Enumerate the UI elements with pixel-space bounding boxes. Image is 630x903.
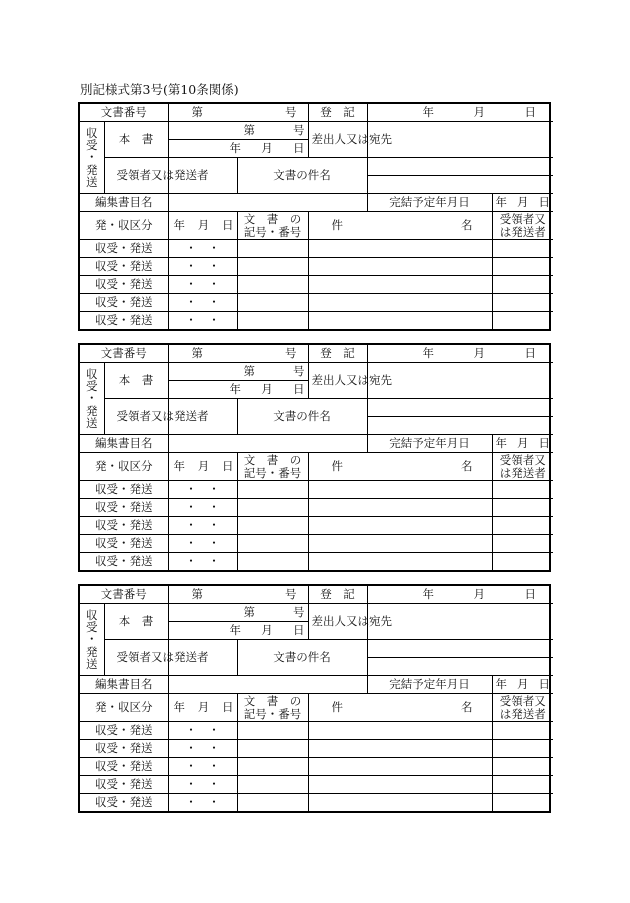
row-classification: 収受・発送 xyxy=(80,517,168,535)
label-sender-or-addressee: 差出人又は宛先 xyxy=(308,604,367,640)
row-subject[interactable] xyxy=(308,776,492,794)
row-date[interactable]: ・ ・ xyxy=(168,758,237,776)
row-subject[interactable] xyxy=(308,240,492,258)
document-number-field[interactable]: 第 号 xyxy=(168,345,308,363)
row-classification: 収受・発送 xyxy=(80,794,168,812)
row-symbol-number[interactable] xyxy=(237,740,308,758)
table-row xyxy=(80,240,553,258)
row-symbol-number[interactable] xyxy=(237,276,308,294)
row-subject[interactable] xyxy=(308,794,492,812)
table-row xyxy=(80,776,553,794)
row-subject[interactable] xyxy=(308,740,492,758)
table-row xyxy=(80,499,553,517)
row-subject[interactable] xyxy=(308,535,492,553)
header-classification: 発・収区分 xyxy=(80,212,168,240)
table-row xyxy=(80,553,553,571)
table-row xyxy=(80,758,553,776)
row-recipient[interactable] xyxy=(492,294,553,312)
header-subject: 件 名 xyxy=(308,212,492,240)
label-original-document: 本 書 xyxy=(104,122,168,158)
header-classification: 発・収区分 xyxy=(80,453,168,481)
label-document-subject: 文書の件名 xyxy=(237,399,367,435)
row-subject[interactable] xyxy=(308,553,492,571)
label-sender-or-addressee: 差出人又は宛先 xyxy=(308,122,367,158)
row-date[interactable]: ・ ・ xyxy=(168,776,237,794)
row-symbol-number[interactable] xyxy=(237,722,308,740)
sender-or-addressee-field[interactable] xyxy=(367,363,553,399)
row-recipient[interactable] xyxy=(492,240,553,258)
label-sender-or-addressee: 差出人又は宛先 xyxy=(308,363,367,399)
table-row xyxy=(80,535,553,553)
row-date[interactable]: ・ ・ xyxy=(168,240,237,258)
label-recipient-or-sender: 受領者又は発送者 xyxy=(104,399,168,435)
label-original-document: 本 書 xyxy=(104,363,168,399)
row-symbol-number[interactable] xyxy=(237,294,308,312)
document-subject-field-2[interactable] xyxy=(367,176,553,194)
header-subject: 件 名 xyxy=(308,453,492,481)
table-row xyxy=(80,276,553,294)
row-recipient[interactable] xyxy=(492,794,553,812)
original-number-field[interactable]: 第 号 xyxy=(168,363,308,381)
document-register-form xyxy=(78,102,551,331)
row-classification: 収受・発送 xyxy=(80,312,168,330)
row-symbol-number[interactable] xyxy=(237,499,308,517)
row-recipient[interactable] xyxy=(492,553,553,571)
document-number-field[interactable]: 第 号 xyxy=(168,586,308,604)
label-registration: 登 記 xyxy=(308,104,367,122)
header-recipient-or-sender: 受領者又 は発送者 xyxy=(492,212,553,240)
row-date[interactable]: ・ ・ xyxy=(168,794,237,812)
label-original-document: 本 書 xyxy=(104,604,168,640)
header-recipient-or-sender: 受領者又 は発送者 xyxy=(492,453,553,481)
label-document-number: 文書番号 xyxy=(80,586,168,604)
label-receive-send: 収 受 ・ 発 送 xyxy=(80,122,104,194)
label-compilation-title: 編集書目名 xyxy=(80,194,168,212)
sender-or-addressee-field[interactable] xyxy=(367,122,553,158)
table-row xyxy=(80,722,553,740)
registration-date-field[interactable]: 年 月 日 xyxy=(367,586,553,604)
label-registration: 登 記 xyxy=(308,345,367,363)
row-classification: 収受・発送 xyxy=(80,553,168,571)
row-date[interactable]: ・ ・ xyxy=(168,312,237,330)
row-symbol-number[interactable] xyxy=(237,258,308,276)
original-number-field[interactable]: 第 号 xyxy=(168,604,308,622)
table-row xyxy=(80,740,553,758)
sender-or-addressee-field[interactable] xyxy=(367,604,553,640)
row-recipient[interactable] xyxy=(492,758,553,776)
label-registration: 登 記 xyxy=(308,586,367,604)
table-row xyxy=(80,258,553,276)
document-subject-field[interactable] xyxy=(367,399,553,417)
compilation-title-field[interactable] xyxy=(168,435,367,453)
table-row xyxy=(80,481,553,499)
row-classification: 収受・発送 xyxy=(80,240,168,258)
row-symbol-number[interactable] xyxy=(237,312,308,330)
original-date-field[interactable]: 年 月 日 xyxy=(168,381,308,399)
table-row xyxy=(80,794,553,812)
row-date[interactable]: ・ ・ xyxy=(168,276,237,294)
label-compilation-title: 編集書目名 xyxy=(80,435,168,453)
row-symbol-number[interactable] xyxy=(237,240,308,258)
row-classification: 収受・発送 xyxy=(80,758,168,776)
document-subject-field-2[interactable] xyxy=(367,658,553,676)
header-date: 年 月 日 xyxy=(168,453,237,481)
row-classification: 収受・発送 xyxy=(80,776,168,794)
planned-completion-date-field[interactable]: 年 月 日 xyxy=(492,435,553,453)
row-subject[interactable] xyxy=(308,294,492,312)
label-document-subject: 文書の件名 xyxy=(237,640,367,676)
label-document-number: 文書番号 xyxy=(80,345,168,363)
label-receive-send: 収 受 ・ 発 送 xyxy=(80,363,104,435)
row-recipient[interactable] xyxy=(492,517,553,535)
row-subject[interactable] xyxy=(308,276,492,294)
header-date: 年 月 日 xyxy=(168,694,237,722)
original-number-field[interactable]: 第 号 xyxy=(168,122,308,140)
row-date[interactable]: ・ ・ xyxy=(168,722,237,740)
row-subject[interactable] xyxy=(308,758,492,776)
header-symbol-number: 文 書 の 記号・番号 xyxy=(237,694,308,722)
row-recipient[interactable] xyxy=(492,481,553,499)
row-classification: 収受・発送 xyxy=(80,499,168,517)
header-date: 年 月 日 xyxy=(168,212,237,240)
row-recipient[interactable] xyxy=(492,740,553,758)
compilation-title-field[interactable] xyxy=(168,676,367,694)
document-subject-field[interactable] xyxy=(367,158,553,176)
row-symbol-number[interactable] xyxy=(237,517,308,535)
row-recipient[interactable] xyxy=(492,276,553,294)
label-compilation-title: 編集書目名 xyxy=(80,676,168,694)
original-date-field[interactable]: 年 月 日 xyxy=(168,622,308,640)
document-subject-field[interactable] xyxy=(367,640,553,658)
row-recipient[interactable] xyxy=(492,258,553,276)
label-recipient-or-sender: 受領者又は発送者 xyxy=(104,158,168,194)
document-number-field[interactable]: 第 号 xyxy=(168,104,308,122)
row-recipient[interactable] xyxy=(492,312,553,330)
row-date[interactable]: ・ ・ xyxy=(168,258,237,276)
label-document-subject: 文書の件名 xyxy=(237,158,367,194)
row-classification: 収受・発送 xyxy=(80,276,168,294)
registration-date-field[interactable]: 年 月 日 xyxy=(367,345,553,363)
label-document-number: 文書番号 xyxy=(80,104,168,122)
row-symbol-number[interactable] xyxy=(237,776,308,794)
page-title: 別記様式第3号(第10条関係) xyxy=(80,82,239,97)
row-date[interactable]: ・ ・ xyxy=(168,499,237,517)
row-symbol-number[interactable] xyxy=(237,553,308,571)
label-recipient-or-sender: 受領者又は発送者 xyxy=(104,640,168,676)
label-planned-completion-date: 完結予定年月日 xyxy=(367,676,492,694)
label-receive-send: 収 受 ・ 発 送 xyxy=(80,604,104,676)
row-classification: 収受・発送 xyxy=(80,258,168,276)
header-classification: 発・収区分 xyxy=(80,694,168,722)
row-symbol-number[interactable] xyxy=(237,535,308,553)
row-recipient[interactable] xyxy=(492,499,553,517)
row-subject[interactable] xyxy=(308,499,492,517)
row-subject[interactable] xyxy=(308,258,492,276)
row-classification: 収受・発送 xyxy=(80,740,168,758)
row-classification: 収受・発送 xyxy=(80,294,168,312)
row-date[interactable]: ・ ・ xyxy=(168,294,237,312)
row-symbol-number[interactable] xyxy=(237,794,308,812)
registration-date-field[interactable]: 年 月 日 xyxy=(367,104,553,122)
row-subject[interactable] xyxy=(308,312,492,330)
row-recipient[interactable] xyxy=(492,722,553,740)
row-date[interactable]: ・ ・ xyxy=(168,517,237,535)
table-row xyxy=(80,517,553,535)
row-symbol-number[interactable] xyxy=(237,481,308,499)
label-planned-completion-date: 完結予定年月日 xyxy=(367,435,492,453)
original-date-field[interactable]: 年 月 日 xyxy=(168,140,308,158)
planned-completion-date-field[interactable]: 年 月 日 xyxy=(492,194,553,212)
row-recipient[interactable] xyxy=(492,776,553,794)
row-date[interactable]: ・ ・ xyxy=(168,553,237,571)
row-date[interactable]: ・ ・ xyxy=(168,740,237,758)
header-symbol-number: 文 書 の 記号・番号 xyxy=(237,453,308,481)
document-subject-field-2[interactable] xyxy=(367,417,553,435)
row-recipient[interactable] xyxy=(492,535,553,553)
label-planned-completion-date: 完結予定年月日 xyxy=(367,194,492,212)
row-date[interactable]: ・ ・ xyxy=(168,481,237,499)
row-date[interactable]: ・ ・ xyxy=(168,535,237,553)
document-register-form xyxy=(78,584,551,813)
row-subject[interactable] xyxy=(308,481,492,499)
table-row xyxy=(80,312,553,330)
row-symbol-number[interactable] xyxy=(237,758,308,776)
header-symbol-number: 文 書 の 記号・番号 xyxy=(237,212,308,240)
compilation-title-field[interactable] xyxy=(168,194,367,212)
row-subject[interactable] xyxy=(308,722,492,740)
row-classification: 収受・発送 xyxy=(80,481,168,499)
table-row xyxy=(80,294,553,312)
document-register-form xyxy=(78,343,551,572)
row-classification: 収受・発送 xyxy=(80,535,168,553)
header-subject: 件 名 xyxy=(308,694,492,722)
row-subject[interactable] xyxy=(308,517,492,535)
row-classification: 収受・発送 xyxy=(80,722,168,740)
planned-completion-date-field[interactable]: 年 月 日 xyxy=(492,676,553,694)
header-recipient-or-sender: 受領者又 は発送者 xyxy=(492,694,553,722)
